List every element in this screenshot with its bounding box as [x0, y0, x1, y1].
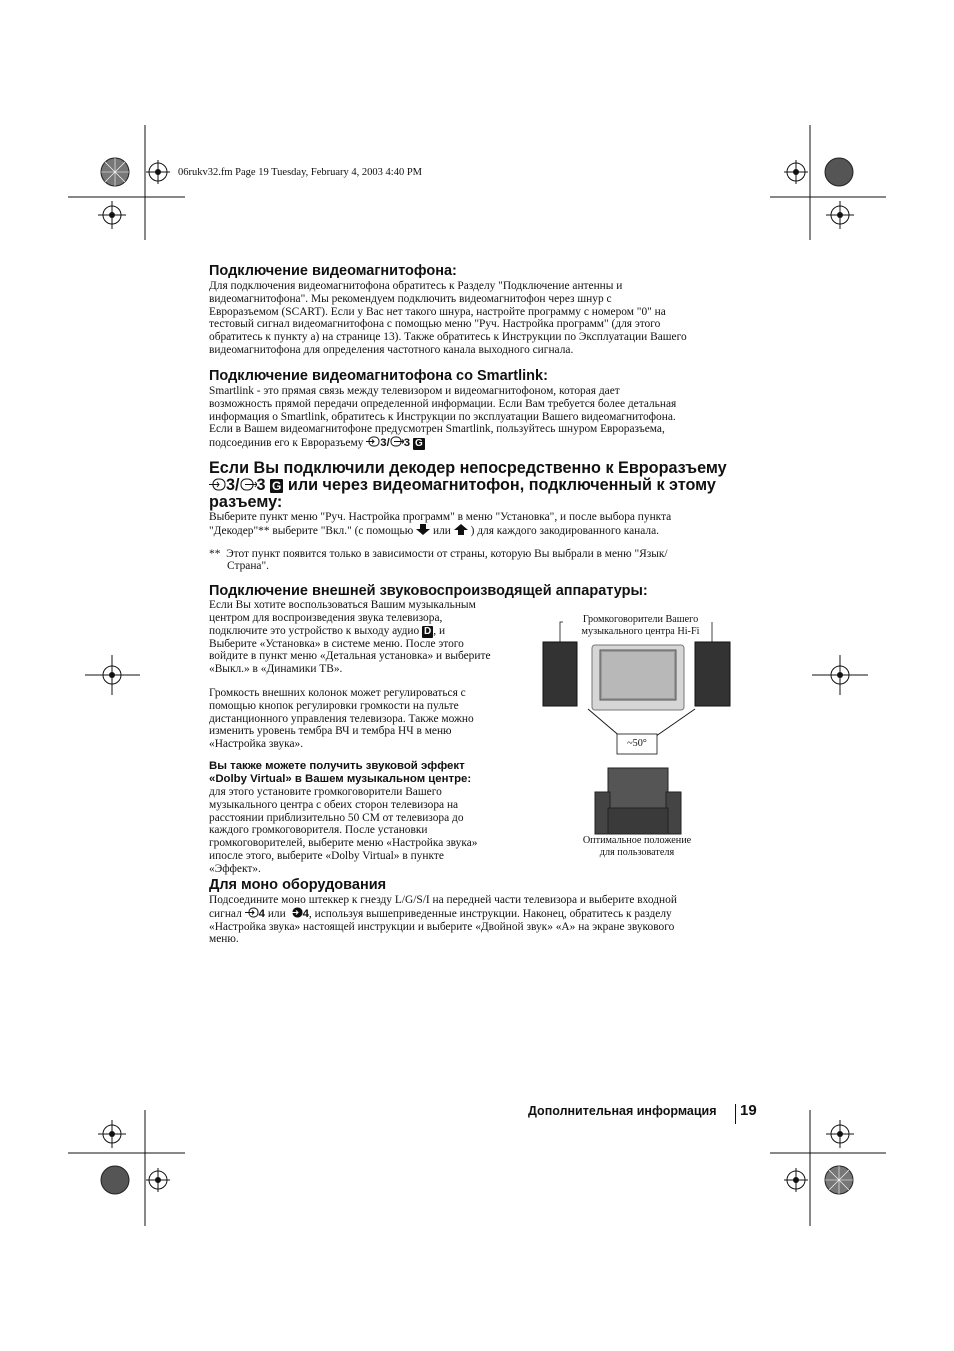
mono-line-2: [209, 907, 769, 921]
section-vcr: [209, 263, 769, 357]
vcr-line-6: видеомагнитофона для определения частотного канала выходного сигнала.: [209, 343, 574, 356]
connector-d-badge: D: [424, 625, 432, 637]
audio-p2-line-2: помощью кнопок регулировки громкости на пульте: [209, 699, 459, 712]
speakers-label-line-1: Громкоговорители Вашего: [582, 614, 699, 625]
mono-line-3: «Настройка звука» настоящей инструкции и выберите «Двойной звук» «А» на экране звукового: [209, 920, 675, 933]
audio-p1-line-3-text: подключите это устройство к выходу аудио: [209, 624, 420, 637]
section-audio: [209, 599, 529, 876]
vcr-line-1: Для подключения видеомагнитофона обратитесь к Разделу "Подключение антенны и: [209, 280, 623, 292]
smartlink-line-2: возможность прямой передачи определенной информации. Если Вам требуется более детальная: [209, 397, 677, 410]
vcr-line-3: Евроразъемом (SCART). Если у Вас нет такого шнура, настройте программу с номером "0" на: [209, 305, 666, 318]
section-vcr-title: Подключение видеомагнитофона:: [209, 263, 457, 279]
audio-p3-line-2: музыкального центра с обеих сторон телевизора на: [209, 798, 459, 811]
mono-line-2-or: или: [267, 907, 286, 920]
audio-p1-line-2: центром для воспроизведения звука телевизора,: [209, 611, 443, 624]
audio-p2-line-4: изменить уровень тембра ВЧ и тембра НЧ в меню: [209, 725, 452, 738]
smartlink-jack-label: 3/: [380, 437, 390, 450]
footer-section-title: Дополнительная информация: [528, 1104, 717, 1118]
mono-line-1: Подсоедините моно штеккер к гнезду L/G/S/I на передней части телевизора и выберите входной: [209, 894, 677, 906]
decoder-title-line-3: разъему:: [209, 493, 283, 511]
connector-g-badge: G: [272, 479, 282, 493]
audio-p1-line-5: войдите в пункт меню «Детальная установка» и выберите: [209, 650, 491, 663]
audio-subtitle-line-2: «Dolby Virtual» в Вашем музыкальном центре:: [209, 772, 472, 785]
note-text-1: Этот пункт появится только в зависимости от страны, которую Вы выбрали в меню "Язык/: [226, 547, 668, 560]
audio-p1-line-3-end: , и: [433, 624, 446, 637]
audio-p1-line-6: «Выкл.» в «Динамики ТВ».: [209, 663, 343, 676]
scart-in-icon: [209, 478, 226, 491]
audio-p3-line-1: для этого установите громкоговорители Вашего: [209, 785, 442, 798]
arrow-up-icon: [454, 524, 468, 535]
decoder-note-line-1: [209, 548, 769, 561]
smartlink-line-4: Если в Вашем видеомагнитофоне предусмотрен Smartlink, пользуйтесь шнуром Евроразъема,: [209, 423, 665, 436]
smartlink-line-3: информация о Smartlink, обратитесь к Инструкции по эксплуатации Вашего видеомагнитофона.: [209, 410, 676, 423]
footer-divider: [735, 1104, 736, 1124]
audio-p1-line-1: Если Вы хотите воспользоваться Вашим музыкальным: [209, 599, 476, 611]
note-mark: **: [209, 547, 221, 560]
speakers-label: [558, 614, 723, 637]
scart-out-icon: [390, 436, 404, 447]
audio-p3-line-6: ипосле этого, выберите «Dolby Virtual» в пункте: [209, 849, 444, 862]
speakers-label-line-2: музыкального центра Hi-Fi: [581, 625, 700, 637]
armchair: [595, 768, 681, 834]
position-label-line-1: Оптимальное положение: [582, 835, 692, 846]
decoder-title-line-2: [209, 477, 769, 494]
mono-input-4-a: 4: [258, 907, 265, 920]
vcr-line-5: обратитесь к пункту а) на странице 13). Также обратитесь к Инструкции по Эксплуатации Вашего: [209, 331, 687, 344]
section-audio-title: Подключение внешней звуковоспроизводящей аппаратуры:: [209, 583, 648, 599]
angle-label: ~50°: [627, 738, 647, 749]
tv-set: [592, 645, 684, 710]
section-mono: [209, 877, 769, 946]
file-info-header: 06rukv32.fm Page 19 Tuesday, February 4, 2003 4:40 PM: [178, 167, 423, 178]
audio-p2-line-3: дистанционного управления телевизора. Также можно: [209, 712, 474, 725]
section-smartlink-title: Подключение видеомагнитофона со Smartlink:: [209, 368, 548, 384]
audio-p2-line-5: «Настройка звука».: [209, 738, 304, 751]
audio-p3-line-4: каждого громкоговорителя. После установки: [209, 824, 428, 837]
section-audio-title-wrap: [209, 583, 769, 600]
audio-p3-line-7: «Эффект».: [209, 862, 261, 875]
smartlink-line-5: [209, 436, 769, 450]
audio-p2-line-1: Громкость внешних колонок может регулироваться с: [209, 686, 466, 699]
section-decoder: [209, 460, 769, 573]
smartlink-line-1: Smartlink - это прямая связь между телевизором и видеомагнитофоном, которая дает: [209, 385, 620, 397]
smartlink-jack-label-2: 3: [403, 437, 411, 450]
decoder-title-jack-2: 3: [256, 476, 266, 494]
scart-out-icon: [240, 478, 257, 491]
audio-p1-line-3: [209, 625, 529, 638]
vcr-line-4: тестовый сигнал видеомагнитофона с помощью меню "Руч. Настройка программ" (для этого: [209, 318, 661, 331]
decoder-line-1: Выберите пункт меню "Руч. Настройка программ" в меню "Установка", и после выбора пункта: [209, 511, 672, 523]
audio-p1-line-4: Выберите «Установка» в системе меню. После этого: [209, 637, 464, 650]
page-number: 19: [740, 1102, 757, 1119]
arrow-down-icon: [416, 524, 430, 535]
av-in-icon: [245, 907, 259, 918]
decoder-note-line-2: Страна".: [227, 560, 269, 573]
mono-line-4: меню.: [209, 933, 239, 946]
decoder-title-jack-1: 3/: [226, 476, 240, 494]
right-speaker: [695, 642, 730, 706]
section-smartlink: [209, 368, 769, 450]
mono-input-4-b: 4: [302, 907, 309, 920]
smartlink-line-5-text: подсоединив его к Евроразъему: [209, 437, 364, 450]
left-speaker: [543, 642, 577, 706]
mono-line-2-a: сигнал: [209, 907, 242, 920]
audio-p3-line-3: расстоянии приблизительно 50 СМ от телевизора до: [209, 811, 464, 824]
decoder-line-2-a: "Декодер"** выберите "Вкл." (с помощью: [209, 524, 414, 537]
decoder-title-line-1: Если Вы подключили декодер непосредственно к Евроразъему: [209, 459, 727, 477]
position-label: [560, 835, 714, 858]
audio-subtitle-line-1: Вы также можете получить звуковой эффект: [209, 759, 465, 772]
decoder-title-line-2-rest: или через видеомагнитофон, подключенный к этому: [287, 476, 716, 494]
connector-g-badge: G: [414, 438, 423, 450]
decoder-line-2-or: или: [432, 524, 451, 537]
scart-in-icon: [366, 436, 380, 447]
vcr-line-2: видеомагнитофона". Мы рекомендуем подключить видеомагнитофон через шнур с: [209, 292, 612, 305]
decoder-line-2-b: ) для каждого закодированного канала.: [470, 524, 660, 537]
decoder-line-2: [209, 524, 769, 538]
section-mono-title: Для моно оборудования: [209, 877, 387, 893]
av-in-icon: [289, 907, 303, 918]
audio-p3-line-5: громкоговорителей, выберите меню «Настройка звука»: [209, 837, 478, 850]
mono-line-2-b: , используя вышеприведенные инструкции. Наконец, обратитесь к разделу: [308, 907, 672, 920]
position-label-line-2: для пользователя: [599, 846, 675, 858]
